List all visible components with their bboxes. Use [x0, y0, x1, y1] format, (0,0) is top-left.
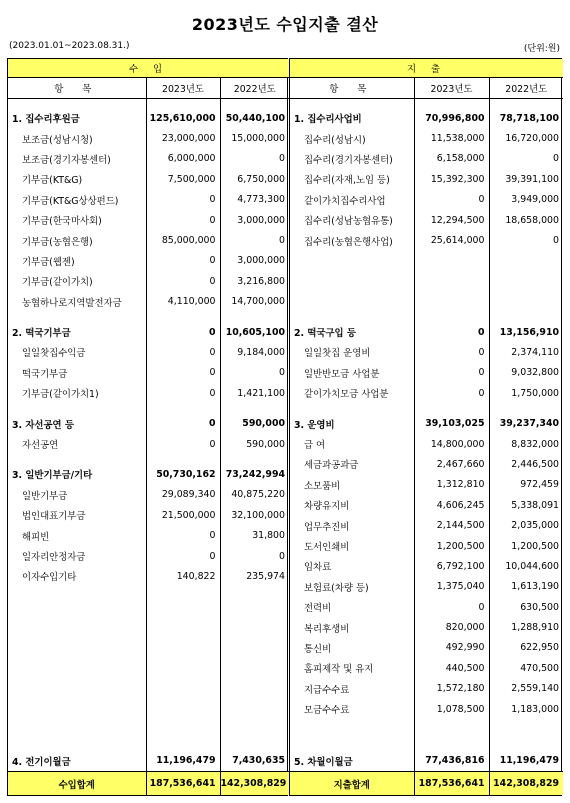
income-group-2-label: 2. 떡국기부금: [12, 328, 71, 340]
income-item-4-1: [8, 485, 289, 505]
income-item-4-2-label: 법인대표기부금: [22, 511, 86, 523]
income-group-2-2022: 10,605,100: [220, 322, 289, 342]
income-item-4-1-label: 일반기부금: [22, 490, 68, 502]
expense-item-3-7-2022: 10,044,600: [489, 556, 563, 576]
income-item-1-9-2023: 4,110,000: [146, 292, 220, 312]
expense-group-3: [290, 413, 563, 433]
expense-item-1-4-2023: 0: [414, 190, 489, 210]
expense-item-3-6: [290, 536, 563, 556]
expense-header-label: 지 출: [290, 59, 563, 78]
expense-group-2: [290, 322, 563, 342]
expense-total-2023: 187,536,641: [414, 772, 489, 796]
income-item-2-1: [8, 342, 289, 362]
income-item-4-1-2023: 29,089,340: [146, 485, 220, 505]
expense-item-3-13: [290, 679, 563, 699]
expense-item-3-1-2022: 8,832,000: [489, 434, 563, 454]
income-table: [8, 98, 289, 771]
expense-item-1-4: [290, 190, 563, 210]
expense-item-3-2-label: 세금과공과금: [304, 460, 359, 472]
income-item-4-2: [8, 505, 289, 525]
period-label: (2023.01.01~2023.08.31.): [9, 41, 130, 51]
income-item-1-1: [8, 128, 289, 148]
income-item-1-8-2023: 0: [146, 271, 220, 291]
income-total-row: [8, 772, 289, 796]
expense-item-2-2-2022: 9,032,800: [489, 363, 563, 383]
income-group-3-2022: 590,000: [220, 413, 289, 433]
income-group-2-2023: 0: [146, 322, 220, 342]
expense-carry-row: [290, 751, 563, 771]
income-item-3-1: [8, 434, 289, 454]
expense-item-2-1: [290, 342, 563, 362]
blank-row: [8, 312, 289, 322]
expense-group-3-2023: 39,103,025: [414, 413, 489, 433]
income-item-1-6: [8, 230, 289, 250]
expense-item-2-1-2022: 2,374,110: [489, 342, 563, 362]
income-group-3-label: 3. 자선공연 등: [12, 419, 74, 431]
expense-group-2-2022: 13,156,910: [489, 322, 563, 342]
income-item-4-3-2022: 31,800: [220, 525, 289, 545]
expense-item-1-3-2022: 39,391,100: [489, 169, 563, 189]
expense-panel: [289, 58, 562, 796]
income-group-4: [8, 464, 289, 484]
income-item-1-1-2023: 23,000,000: [146, 128, 220, 148]
expense-item-1-3-2023: 15,392,300: [414, 169, 489, 189]
income-item-1-3-label: 기부금(KT&G): [22, 175, 83, 187]
expense-item-3-7-2023: 6,792,100: [414, 556, 489, 576]
income-total-2023: 187,536,641: [146, 772, 220, 796]
expense-item-3-10-label: 복리후생비: [304, 623, 350, 635]
expense-item-2-1-label: 일일찻집 운영비: [304, 348, 371, 360]
page-title: 2023년도 수입지출 결산: [191, 15, 379, 34]
income-item-1-2: [8, 149, 289, 169]
income-item-1-1-2022: 15,000,000: [220, 128, 289, 148]
income-item-4-5-2023: 140,822: [146, 566, 220, 586]
income-item-2-2: [8, 363, 289, 383]
expense-item-1-3-label: 집수리(자재,노임 등): [304, 175, 390, 187]
expense-col-item: 항 목: [290, 78, 414, 99]
income-item-1-6-2023: 85,000,000: [146, 230, 220, 250]
income-col-item: 항 목: [8, 78, 146, 99]
income-header-label: 수 입: [8, 59, 289, 78]
income-item-1-2-label: 보조금(경기자봉센터): [22, 154, 111, 166]
expense-item-2-3-label: 같이가치모금 사업분: [304, 389, 389, 401]
income-item-2-2-2022: 0: [220, 363, 289, 383]
expense-table: [290, 98, 563, 771]
blank-row: [8, 98, 289, 108]
income-item-3-1-2022: 590,000: [220, 434, 289, 454]
expense-item-1-2: [290, 149, 563, 169]
expense-item-3-5-2023: 2,144,500: [414, 515, 489, 535]
expense-total-table: [290, 771, 563, 795]
income-item-1-7-2023: 0: [146, 251, 220, 271]
blank-row: [8, 454, 289, 464]
income-item-1-3-2023: 7,500,000: [146, 169, 220, 189]
expense-group-1-label: 1. 집수리사업비: [294, 114, 362, 126]
income-item-4-2-2022: 32,100,000: [220, 505, 289, 525]
income-panel: [7, 58, 288, 796]
income-item-1-4-2023: 0: [146, 190, 220, 210]
income-item-2-2-label: 떡국기부금: [22, 368, 68, 380]
income-total-label: 수입합계: [8, 772, 146, 796]
income-carry-row: [8, 751, 289, 771]
expense-item-3-8-2022: 1,613,190: [489, 577, 563, 597]
income-item-4-3-2023: 0: [146, 525, 220, 545]
income-item-3-1-2023: 0: [146, 434, 220, 454]
expense-item-1-3: [290, 169, 563, 189]
income-item-1-3: [8, 169, 289, 189]
blank-row: [8, 587, 289, 751]
expense-group-1-2022: 78,718,100: [489, 108, 563, 128]
income-item-4-4-label: 일자리안정자금: [22, 552, 86, 563]
blank-row: [8, 403, 289, 413]
income-item-1-9: [8, 292, 289, 312]
expense-group-3-label: 3. 운영비: [294, 419, 335, 431]
expense-item-1-5-2023: 12,294,500: [414, 210, 489, 230]
expense-item-3-6-2022: 1,200,500: [489, 536, 563, 556]
expense-item-3-8: [290, 577, 563, 597]
expense-item-3-8-label: 보험료(차량 등): [304, 582, 369, 594]
expense-col-2022: 2022년도: [489, 78, 563, 99]
income-item-1-5-2022: 3,000,000: [220, 210, 289, 230]
income-carry-row-2022: 7,430,635: [220, 751, 289, 771]
expense-total-label: 지출합계: [290, 772, 414, 796]
income-item-2-3: [8, 383, 289, 403]
expense-item-3-13-2023: 1,572,180: [414, 679, 489, 699]
income-group-4-2023: 50,730,162: [146, 464, 220, 484]
income-total-table: [8, 771, 289, 795]
expense-item-1-4-2022: 3,949,000: [489, 190, 563, 210]
income-item-1-4: [8, 190, 289, 210]
income-col-2022: 2022년도: [220, 78, 289, 99]
income-item-4-2-2023: 21,500,000: [146, 505, 220, 525]
expense-item-3-10: [290, 617, 563, 637]
income-item-2-1-2022: 9,184,000: [220, 342, 289, 362]
income-item-1-6-2022: 0: [220, 230, 289, 250]
expense-item-3-6-label: 도서인쇄비: [304, 542, 350, 553]
expense-group-3-2022: 39,237,340: [489, 413, 563, 433]
income-item-1-2-2022: 0: [220, 149, 289, 169]
expense-item-1-4-label: 같이가치집수리사업: [304, 195, 386, 207]
unit-label: (단위:원): [523, 44, 560, 54]
income-item-4-5-label: 이자수입기타: [22, 572, 77, 584]
income-item-4-3: [8, 525, 289, 545]
expense-item-1-5-label: 집수리(성남농협유통): [304, 216, 393, 228]
expense-item-1-2-label: 집수리(경기자봉센터): [304, 154, 393, 166]
income-item-4-1-2022: 40,875,220: [220, 485, 289, 505]
expense-item-3-7: [290, 556, 563, 576]
income-group-1-label: 1. 집수리후원금: [12, 114, 80, 126]
income-total-2022: 142,308,829: [220, 772, 289, 796]
expense-item-3-9-2022: 630,500: [489, 597, 563, 617]
expense-column-header: [290, 78, 563, 99]
expense-item-3-1: [290, 434, 563, 454]
income-item-1-4-label: 기부금(KT&G상상펀드): [22, 195, 119, 207]
income-item-1-7: [8, 251, 289, 271]
expense-item-3-8-2023: 1,375,040: [414, 577, 489, 597]
income-item-1-7-2022: 3,000,000: [220, 251, 289, 271]
expense-item-3-2-2022: 2,446,500: [489, 454, 563, 474]
blank-row: [290, 719, 563, 750]
expense-item-1-1-2022: 16,720,000: [489, 128, 563, 148]
expense-item-3-13-label: 지급수수료: [304, 684, 350, 696]
expense-item-3-14-label: 모금수수료: [304, 705, 350, 717]
income-item-1-5: [8, 210, 289, 230]
income-item-2-1-2023: 0: [146, 342, 220, 362]
income-item-2-1-label: 일일찻집수익금: [22, 348, 86, 360]
income-item-4-4-2022: 0: [220, 546, 289, 566]
expense-item-1-6-2023: 25,614,000: [414, 230, 489, 250]
expense-header-table: [290, 59, 563, 99]
expense-item-3-5: [290, 515, 563, 535]
expense-item-3-1-label: 급 여: [304, 440, 326, 452]
expense-item-3-2-2023: 2,467,660: [414, 454, 489, 474]
expense-carry-row-2022: 11,196,479: [489, 751, 563, 771]
expense-item-3-3-label: 소모품비: [304, 480, 341, 492]
income-group-4-label: 3. 일반기부금/기타: [12, 470, 93, 482]
income-item-1-9-label: 농협하나로지역발전자금: [22, 297, 122, 309]
expense-item-3-11: [290, 638, 563, 658]
income-header-table: [8, 59, 289, 99]
expense-item-2-2-label: 일반반모금 사업분: [304, 368, 380, 380]
expense-item-3-14: [290, 699, 563, 719]
income-item-1-6-label: 기부금(농협은행): [22, 236, 93, 248]
blank-row: [290, 271, 563, 291]
expense-item-3-11-label: 통신비: [304, 643, 332, 655]
income-group-3: [8, 413, 289, 433]
income-item-4-5: [8, 566, 289, 586]
income-item-3-1-label: 자선공연: [22, 440, 59, 452]
income-item-1-8-label: 기부금(같이가치): [22, 277, 93, 289]
expense-item-1-5: [290, 210, 563, 230]
expense-item-3-5-2022: 2,035,000: [489, 515, 563, 535]
expense-item-1-5-2022: 18,658,000: [489, 210, 563, 230]
expense-item-2-3-2022: 1,750,000: [489, 383, 563, 403]
income-carry-row-2023: 11,196,479: [146, 751, 220, 771]
income-item-2-2-2023: 0: [146, 363, 220, 383]
income-item-1-5-2023: 0: [146, 210, 220, 230]
expense-item-1-6-label: 집수리(농협은행사업): [304, 236, 393, 248]
blank-row: [290, 312, 563, 322]
expense-item-3-12-2022: 470,500: [489, 658, 563, 678]
expense-item-3-4-2022: 5,338,091: [489, 495, 563, 515]
expense-item-2-2: [290, 363, 563, 383]
expense-item-3-12: [290, 658, 563, 678]
expense-section-header: [290, 59, 563, 78]
expense-group-1: [290, 108, 563, 128]
expense-group-2-label: 2. 떡국구입 등: [294, 328, 356, 340]
income-item-1-1-label: 보조금(성남시청): [22, 134, 93, 146]
expense-total-2022: 142,308,829: [489, 772, 563, 796]
income-carry-row-label: 4. 전기이월금: [12, 756, 71, 768]
expense-item-3-14-2022: 1,183,000: [489, 699, 563, 719]
expense-item-3-12-2023: 440,500: [414, 658, 489, 678]
income-item-1-2-2023: 6,000,000: [146, 149, 220, 169]
expense-item-1-2-2022: 0: [489, 149, 563, 169]
expense-col-2023: 2023년도: [414, 78, 489, 99]
income-item-2-3-label: 기부금(같이가치1): [22, 389, 99, 401]
income-item-4-3-label: 해피빈: [22, 531, 50, 543]
expense-item-3-3: [290, 475, 563, 495]
income-item-1-7-label: 기부금(웹젠): [22, 256, 75, 268]
blank-row: [290, 98, 563, 108]
expense-item-3-3-2023: 1,312,810: [414, 475, 489, 495]
expense-item-3-9-2023: 0: [414, 597, 489, 617]
income-item-1-8: [8, 271, 289, 291]
expense-item-2-2-2023: 0: [414, 363, 489, 383]
income-item-1-5-label: 기부금(한국마사회): [22, 216, 102, 228]
income-col-2023: 2023년도: [146, 78, 220, 99]
expense-group-2-2023: 0: [414, 322, 489, 342]
expense-group-1-2023: 70,996,800: [414, 108, 489, 128]
expense-item-2-1-2023: 0: [414, 342, 489, 362]
expense-item-3-9-label: 전력비: [304, 603, 332, 615]
expense-carry-row-2023: 77,436,816: [414, 751, 489, 771]
expense-item-3-4-label: 차량유지비: [304, 501, 350, 513]
income-item-1-8-2022: 3,216,800: [220, 271, 289, 291]
income-group-1: [8, 108, 289, 128]
income-item-1-4-2022: 4,773,300: [220, 190, 289, 210]
income-group-4-2022: 73,242,994: [220, 464, 289, 484]
expense-item-3-11-2022: 622,950: [489, 638, 563, 658]
income-item-1-9-2022: 14,700,000: [220, 292, 289, 312]
expense-item-3-9: [290, 597, 563, 617]
expense-item-3-4-2023: 4,606,245: [414, 495, 489, 515]
expense-item-3-6-2023: 1,200,500: [414, 536, 489, 556]
income-item-4-5-2022: 235,974: [220, 566, 289, 586]
expense-item-3-12-label: 홈피제작 및 유지: [304, 664, 374, 676]
income-item-2-3-2023: 0: [146, 383, 220, 403]
expense-item-1-1-label: 집수리(성남시): [304, 134, 366, 146]
expense-item-1-6: [290, 230, 563, 250]
expense-item-3-2: [290, 454, 563, 474]
blank-row: [290, 403, 563, 413]
expense-item-1-2-2023: 6,158,000: [414, 149, 489, 169]
income-item-4-4-2023: 0: [146, 546, 220, 566]
income-group-2: [8, 322, 289, 342]
expense-item-3-4: [290, 495, 563, 515]
expense-item-3-3-2022: 972,459: [489, 475, 563, 495]
income-group-1-2022: 50,440,100: [220, 108, 289, 128]
blank-row: [290, 292, 563, 312]
income-item-1-3-2022: 6,750,000: [220, 169, 289, 189]
expense-item-1-1-2023: 11,538,000: [414, 128, 489, 148]
income-item-4-4: [8, 546, 289, 566]
expense-item-3-10-2023: 820,000: [414, 617, 489, 637]
blank-row: [290, 251, 563, 271]
expense-item-3-7-label: 임차료: [304, 562, 332, 574]
income-group-3-2023: 0: [146, 413, 220, 433]
income-section-header: [8, 59, 289, 78]
expense-item-3-1-2023: 14,800,000: [414, 434, 489, 454]
expense-item-1-1: [290, 128, 563, 148]
expense-item-3-11-2023: 492,990: [414, 638, 489, 658]
expense-item-3-5-label: 업무추진비: [304, 521, 350, 533]
expense-item-2-3: [290, 383, 563, 403]
expense-item-1-6-2022: 0: [489, 230, 563, 250]
expense-item-3-14-2023: 1,078,500: [414, 699, 489, 719]
expense-total-row: [290, 772, 563, 796]
income-column-header: [8, 78, 289, 99]
income-group-1-2023: 125,610,000: [146, 108, 220, 128]
expense-carry-row-label: 5. 차월이월금: [294, 756, 353, 768]
expense-item-2-3-2023: 0: [414, 383, 489, 403]
expense-item-3-13-2022: 2,559,140: [489, 679, 563, 699]
expense-item-3-10-2022: 1,288,910: [489, 617, 563, 637]
income-item-2-3-2022: 1,421,100: [220, 383, 289, 403]
